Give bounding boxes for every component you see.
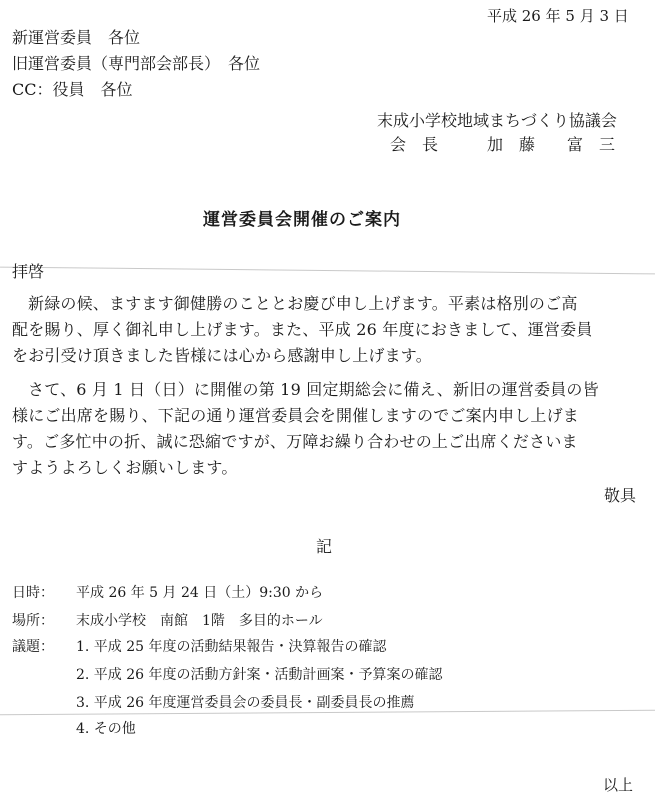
recipient-line: CC：役員 各位 — [12, 80, 133, 99]
date-label: 日時： — [12, 585, 54, 601]
body-line: 新緑の候、ますます御健勝のこととお慶び申し上げます。平素は格別のご高 — [28, 294, 578, 313]
body-line: 配を賜り、厚く御礼申し上げます。また、平成 26 年度におきまして、運営委員 — [12, 320, 593, 339]
agenda-item: 1. 平成 25 年度の活動結果報告・決算報告の確認 — [76, 639, 387, 655]
agenda-item: 4. その他 — [76, 721, 136, 737]
body-line: すようよろしくお願いします。 — [12, 458, 238, 477]
place-value: 末成小学校 南館 1階 多目的ホール — [76, 613, 323, 629]
recipient-line: 新運営委員 各位 — [12, 28, 141, 47]
date-value: 平成 26 年 5 月 24 日（土）9:30 から — [76, 585, 324, 601]
body-line: す。ご多忙中の折、誠に恐縮ですが、万障お繰り合わせの上ご出席くださいま — [12, 432, 578, 451]
agenda-label: 議題： — [12, 639, 54, 655]
greeting: 拝啓 — [12, 262, 45, 281]
body-line: さて、6 月 1 日（日）に開催の第 19 回定期総会に備え、新旧の運営委員の皆 — [28, 380, 599, 399]
agenda-item: 3. 平成 26 年度運営委員会の委員長・副委員長の推薦 — [76, 695, 415, 711]
end-mark: 以上 — [603, 776, 634, 794]
recipient-line: 旧運営委員（専門部会部長） 各位 — [12, 54, 261, 73]
body-line: 様にご出席を賜り、下記の通り運営委員会を開催しますのでご案内申し上げま — [12, 406, 580, 425]
sender-organization: 末成小学校地域まちづくり協議会 — [377, 111, 617, 130]
paper-fold-line — [0, 267, 655, 275]
sender-name: 加 藤 富 三 — [487, 135, 616, 154]
closing: 敬具 — [604, 486, 637, 505]
sender-role: 会 長 — [390, 135, 439, 154]
place-label: 場所： — [12, 613, 54, 629]
ki-heading: 記 — [316, 537, 333, 556]
agenda-item: 2. 平成 26 年度の活動方針案・活動計画案・予算案の確認 — [76, 667, 443, 683]
document-date: 平成 26 年 5 月 3 日 — [487, 7, 629, 25]
body-line: をお引受け頂きました皆様には心から感謝申し上げます。 — [12, 346, 432, 365]
document-title: 運営委員会開催のご案内 — [203, 210, 401, 230]
